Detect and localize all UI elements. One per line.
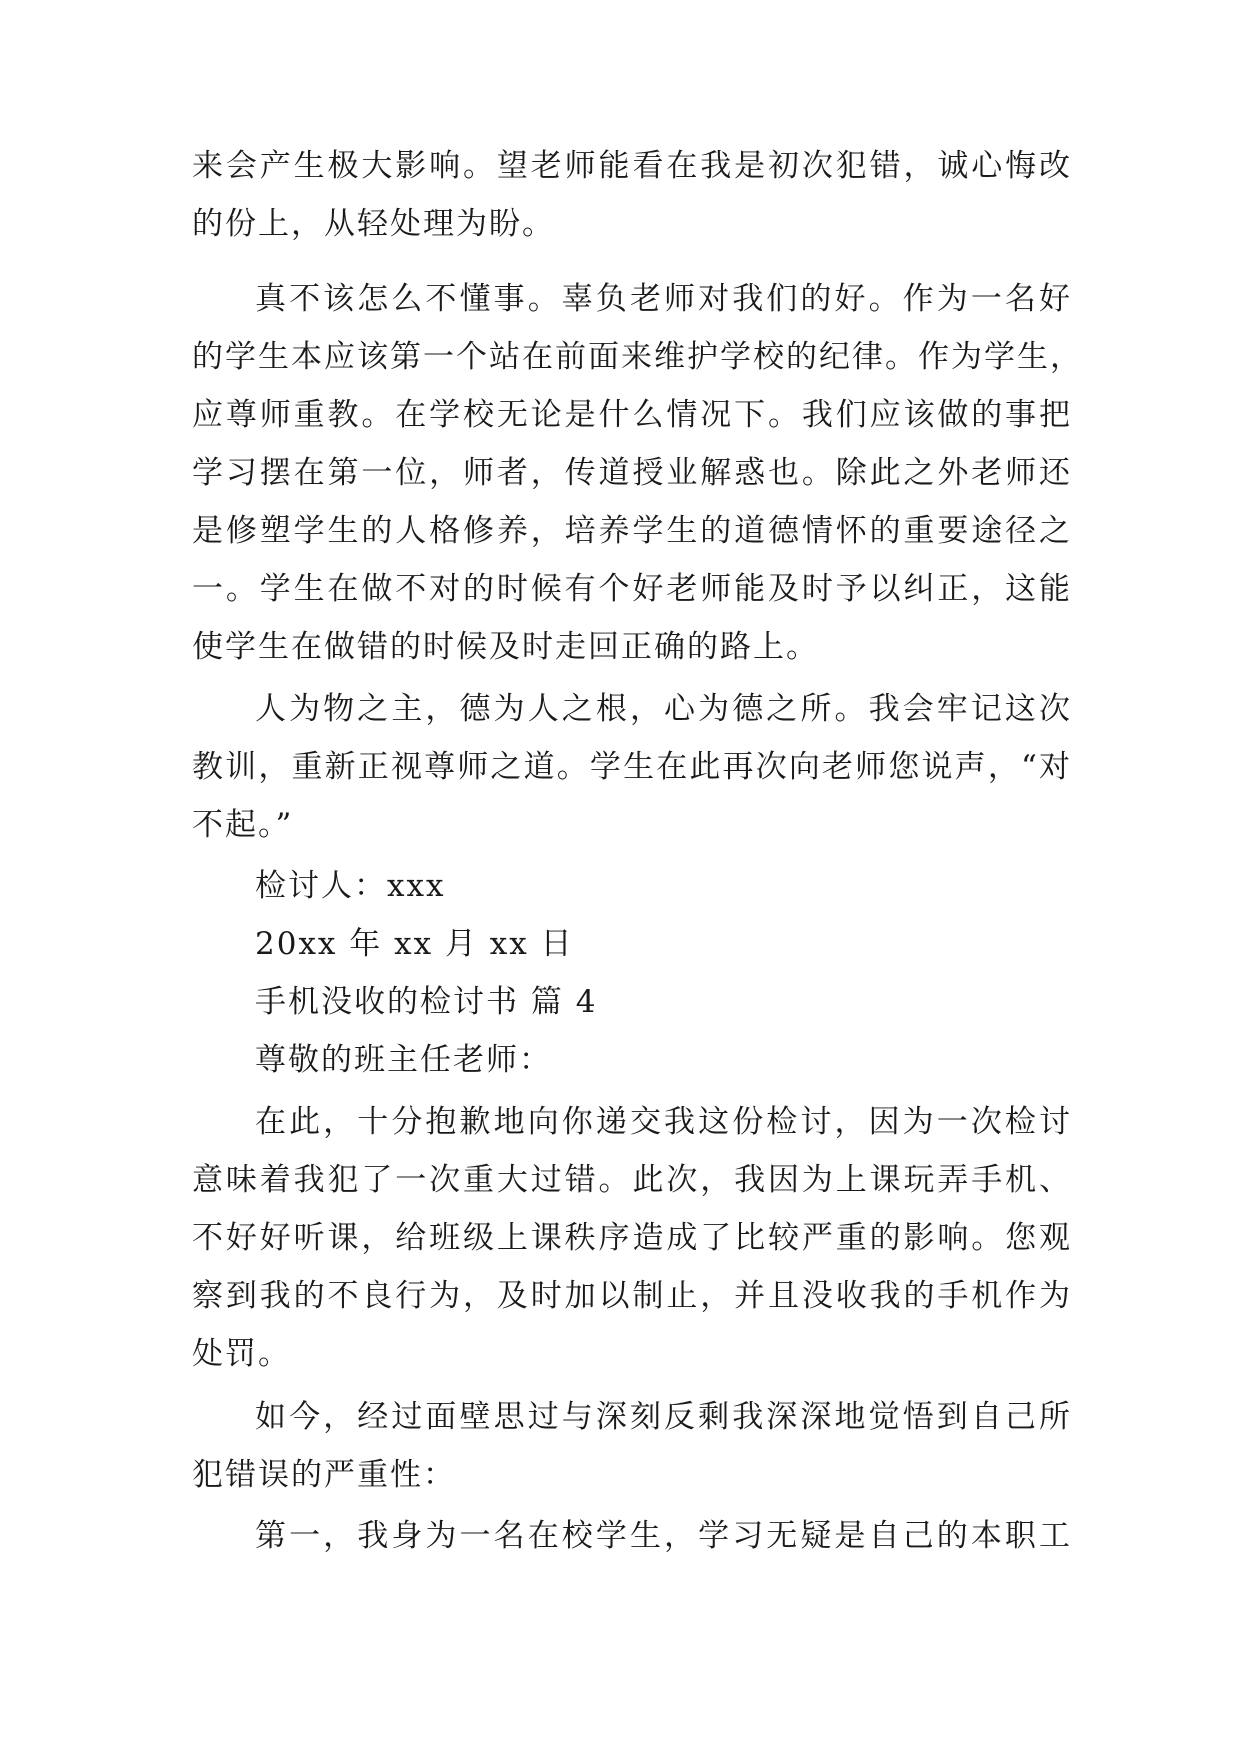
- text-line: 来会产生极大影响。望老师能看在我是初次犯错，诚心悔改: [192, 148, 1072, 184]
- text-line: 处罚。: [192, 1336, 291, 1372]
- text-line: 使学生在做错的时候及时走回正确的路上。: [192, 629, 819, 665]
- text-line: 一。学生在做不对的时候有个好老师能及时予以纠正，这能: [192, 571, 1072, 607]
- text-line: 在此，十分抱歉地向你递交我这份检讨，因为一次检讨: [255, 1104, 1072, 1140]
- signer-line: 检讨人：xxx: [255, 868, 446, 904]
- text-line: 如今，经过面壁思过与深刻反剩我深深地觉悟到自己所: [255, 1399, 1072, 1435]
- text-line: 察到我的不良行为，及时加以制止，并且没收我的手机作为: [192, 1278, 1072, 1314]
- text-line: 人为物之主，德为人之根，心为德之所。我会牢记这次: [255, 691, 1072, 727]
- text-line: 学习摆在第一位，师者，传道授业解惑也。除此之外老师还: [192, 455, 1072, 491]
- text-line: 不起。”: [192, 807, 294, 843]
- text-line: 第一，我身为一名在校学生，学习无疑是自己的本职工: [255, 1518, 1072, 1554]
- text-line: 真不该怎么不懂事。辜负老师对我们的好。作为一名好: [255, 281, 1072, 317]
- text-line: 教训，重新正视尊师之道。学生在此再次向老师您说声，“对: [192, 749, 1072, 785]
- date-line: 20xx 年 xx 月 xx 日: [255, 926, 574, 962]
- text-line: 的份上，从轻处理为盼。: [192, 206, 555, 242]
- salutation: 尊敬的班主任老师：: [255, 1042, 552, 1078]
- text-line: 不好好听课，给班级上课秩序造成了比较严重的影响。您观: [192, 1220, 1072, 1256]
- text-line: 是修塑学生的人格修养，培养学生的道德情怀的重要途径之: [192, 513, 1072, 549]
- text-line: 的学生本应该第一个站在前面来维护学校的纪律。作为学生，: [192, 339, 1083, 375]
- text-line: 意味着我犯了一次重大过错。此次，我因为上课玩弄手机、: [192, 1162, 1072, 1198]
- section-title: 手机没收的检讨书 篇 4: [255, 984, 598, 1020]
- text-line: 犯错误的严重性：: [192, 1457, 456, 1493]
- text-line: 应尊师重教。在学校无论是什么情况下。我们应该做的事把: [192, 397, 1072, 433]
